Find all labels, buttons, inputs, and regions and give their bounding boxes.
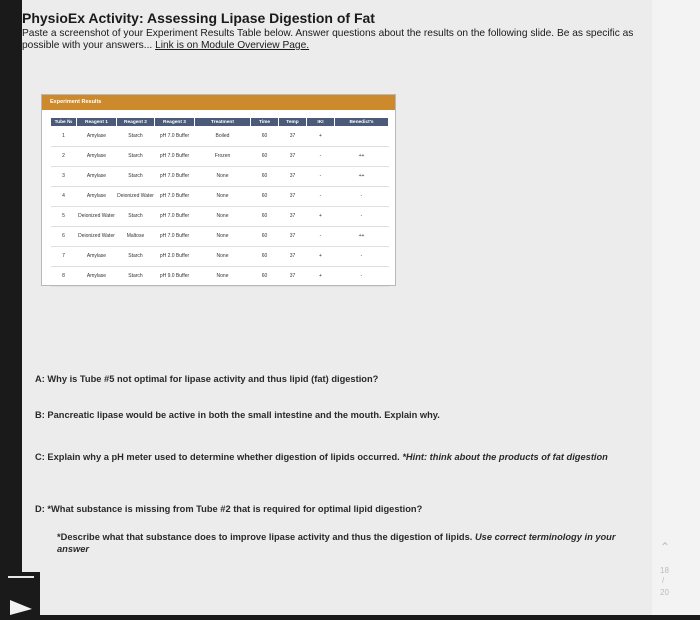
table-cell: 60 — [251, 207, 279, 227]
column-header: Reagent 3 — [155, 118, 195, 127]
table-cell: - — [307, 147, 335, 167]
table-row — [51, 187, 389, 207]
table-cell: 60 — [251, 247, 279, 267]
table-cell: None — [195, 207, 251, 227]
chevron-up-icon[interactable]: ⌃ — [660, 540, 671, 554]
table-cell: Starch — [117, 167, 155, 187]
table-cell: 37 — [279, 147, 307, 167]
table-cell: None — [195, 267, 251, 287]
table-cell: Amylase — [77, 147, 117, 167]
instructions — [22, 28, 642, 52]
table-cell: None — [195, 187, 251, 207]
table-cell: pH 7.0 Buffer — [155, 167, 195, 187]
experiment-results-panel — [41, 94, 396, 286]
table-cell: 60 — [251, 147, 279, 167]
table-cell: 60 — [251, 267, 279, 287]
table-cell: 37 — [279, 227, 307, 247]
table-cell: - — [307, 167, 335, 187]
column-header: Temp — [279, 118, 307, 127]
table-cell: - — [335, 187, 389, 207]
table-cell: None — [195, 227, 251, 247]
table-cell — [335, 127, 389, 147]
table-cell: pH 9.0 Buffer — [155, 267, 195, 287]
table-cell: ++ — [335, 227, 389, 247]
table-cell: ++ — [335, 147, 389, 167]
column-header: Reagent 1 — [77, 118, 117, 127]
table-cell: - — [335, 247, 389, 267]
column-header: Treatment — [195, 118, 251, 127]
table-row — [51, 227, 389, 247]
table-cell: 5 — [51, 207, 77, 227]
table-cell: ++ — [335, 167, 389, 187]
table-row — [51, 247, 389, 267]
table-cell: 6 — [51, 227, 77, 247]
presenter-controls — [0, 572, 40, 615]
table-cell: 60 — [251, 167, 279, 187]
table-cell: None — [195, 167, 251, 187]
table-cell: 1 — [51, 127, 77, 147]
table-row — [51, 167, 389, 187]
table-cell: Deionized Water — [77, 227, 117, 247]
question-c-hint: *Hint: think about the products of fat digestion — [402, 452, 608, 462]
column-header: Reagent 2 — [117, 118, 155, 127]
table-cell: 60 — [251, 127, 279, 147]
question-d2-tail: Use correct terminology in your answer — [57, 532, 616, 554]
table-cell: + — [307, 267, 335, 287]
table-cell: Amylase — [77, 187, 117, 207]
question-c — [35, 451, 660, 463]
table-cell: Starch — [117, 147, 155, 167]
table-cell: Starch — [117, 247, 155, 267]
table-cell: pH 2.0 Buffer — [155, 247, 195, 267]
table-cell: 7 — [51, 247, 77, 267]
table-cell: 37 — [279, 207, 307, 227]
page-title: PhysioEx Activity: Assessing Lipase Digestion of Fat — [22, 10, 375, 26]
table-cell: Deionized Water — [77, 207, 117, 227]
question-d2-text: *Describe what that substance does to improve lipase activity and thus the digestion of lipids. — [57, 532, 473, 542]
table-cell: Frozen — [195, 147, 251, 167]
question-a: A: Why is Tube #5 not optimal for lipase activity and thus lipid (fat) digestion? — [35, 374, 379, 384]
column-header: IKI — [307, 118, 335, 127]
total-page-number: 20 — [660, 588, 669, 597]
table-cell: - — [307, 187, 335, 207]
table-cell: Deionized Water — [117, 187, 155, 207]
results-table — [50, 117, 389, 287]
panel-title: Experiment Results — [42, 95, 395, 110]
question-b: B: Pancreatic lipase would be active in both the small intestine and the mouth. Explain why. — [35, 410, 440, 420]
column-header: Tube № — [51, 118, 77, 127]
table-cell: 60 — [251, 187, 279, 207]
table-header-row — [51, 118, 389, 127]
table-cell: 8 — [51, 267, 77, 287]
table-cell: Amylase — [77, 247, 117, 267]
page-divider: / — [662, 576, 665, 585]
table-cell: 4 — [51, 187, 77, 207]
table-cell: pH 7.0 Buffer — [155, 187, 195, 207]
table-cell: 37 — [279, 247, 307, 267]
module-overview-link[interactable]: Link is on Module Overview Page. — [155, 40, 310, 51]
table-cell: 37 — [279, 127, 307, 147]
table-cell: Starch — [117, 127, 155, 147]
instructions-text: Paste a screenshot of your Experiment Results Table below. Answer questions about the results on the following slide. Be as specific as possible with your answers... — [22, 28, 634, 51]
table-body — [51, 127, 389, 287]
table-cell: pH 7.0 Buffer — [155, 227, 195, 247]
table-cell: - — [335, 207, 389, 227]
table-cell: 2 — [51, 147, 77, 167]
play-icon[interactable] — [0, 572, 40, 615]
table-cell: pH 7.0 Buffer — [155, 207, 195, 227]
table-cell: Amylase — [77, 127, 117, 147]
question-d: D: *What substance is missing from Tube #2 that is required for optimal lipid digestion? — [35, 504, 423, 514]
table-cell: 60 — [251, 227, 279, 247]
table-cell: Amylase — [77, 267, 117, 287]
table-cell: None — [195, 247, 251, 267]
slide-nav-sidebar — [652, 0, 700, 615]
question-d-part2 — [57, 531, 632, 555]
table-cell: Starch — [117, 207, 155, 227]
table-cell: Amylase — [77, 167, 117, 187]
table-cell: pH 7.0 Buffer — [155, 127, 195, 147]
table-cell: 37 — [279, 187, 307, 207]
column-header: Time — [251, 118, 279, 127]
table-cell: pH 7.0 Buffer — [155, 147, 195, 167]
current-page-number: 18 — [660, 566, 669, 575]
table-cell: + — [307, 127, 335, 147]
table-cell: 37 — [279, 167, 307, 187]
table-cell: Starch — [117, 267, 155, 287]
table-cell: - — [307, 227, 335, 247]
table-cell: Boiled — [195, 127, 251, 147]
table-row — [51, 207, 389, 227]
slide — [22, 0, 670, 615]
table-row — [51, 127, 389, 147]
question-c-text: C: Explain why a pH meter used to determine whether digestion of lipids occurred. — [35, 452, 400, 462]
table-cell: - — [335, 267, 389, 287]
table-cell: + — [307, 207, 335, 227]
table-cell: Maltose — [117, 227, 155, 247]
table-cell: + — [307, 247, 335, 267]
table-cell: 3 — [51, 167, 77, 187]
table-row — [51, 147, 389, 167]
column-header: Benedict's — [335, 118, 389, 127]
table-row — [51, 267, 389, 287]
table-cell: 37 — [279, 267, 307, 287]
